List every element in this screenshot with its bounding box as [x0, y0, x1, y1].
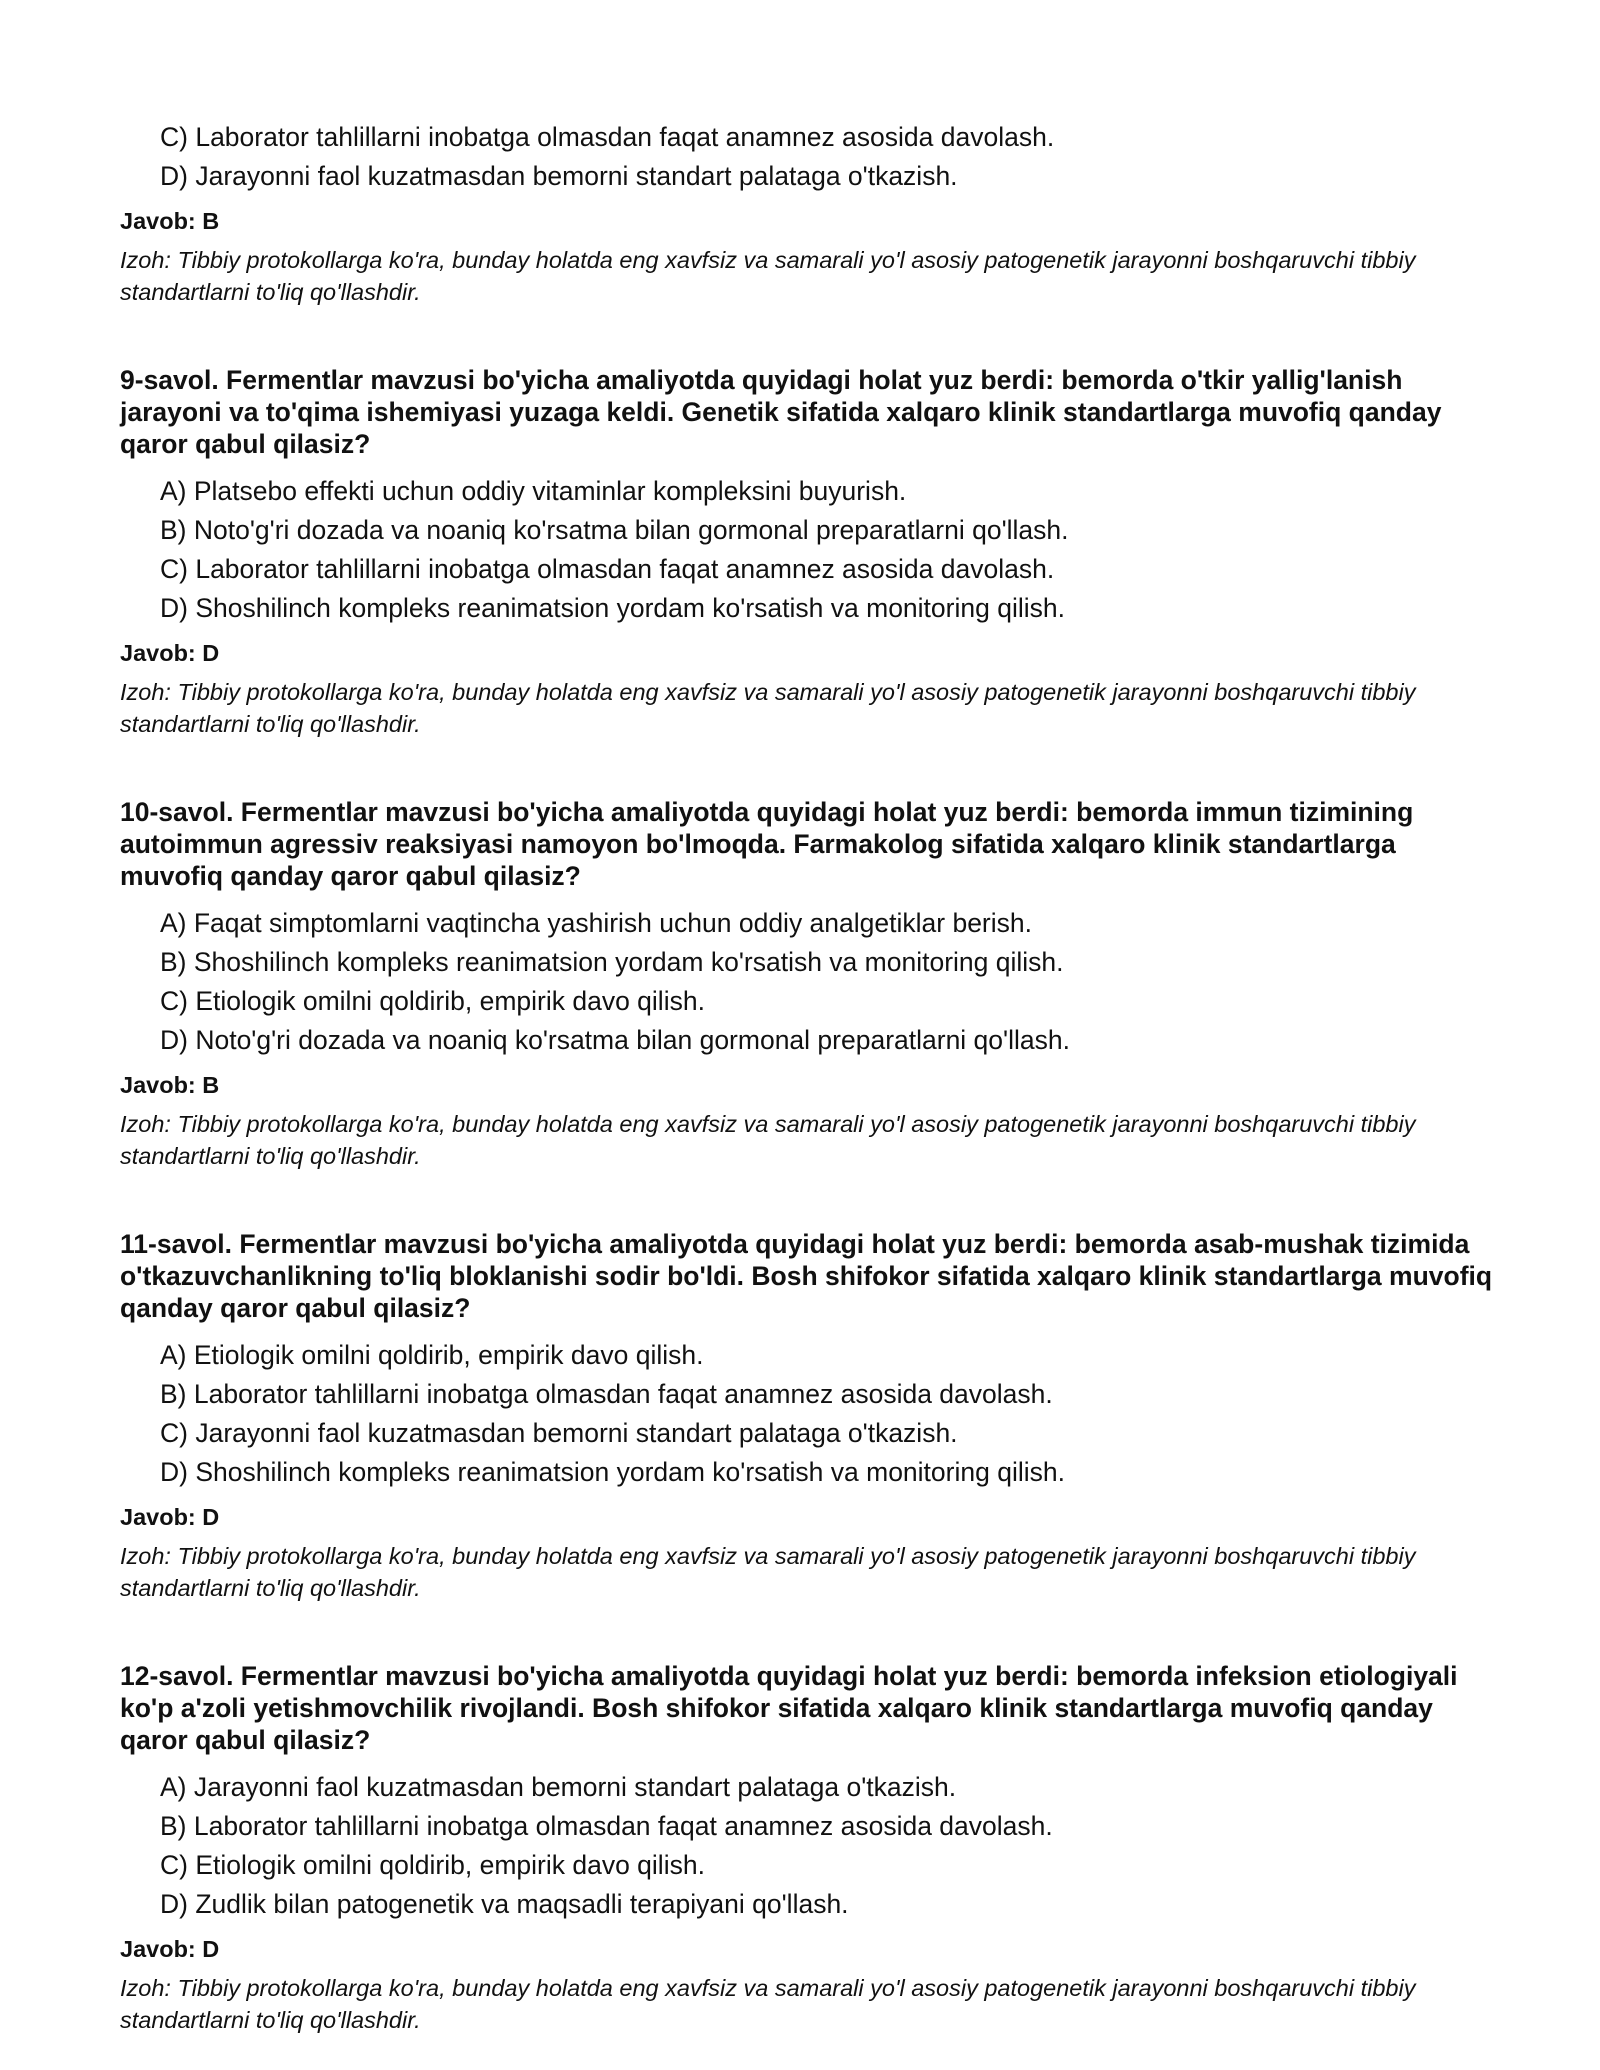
option-a: A) Etiologik omilni qoldirib, empirik davo qilish. [160, 1340, 704, 1370]
question-10 [120, 796, 1500, 1172]
explanation-note: Izoh: Tibbiy protokollarga ko'ra, bunday holatda eng xavfsiz va samarali yo'l asosiy patogenetik jarayonni boshqaruvchi tibbiy standartlarni to'liq qo'llashdir. [120, 679, 1416, 737]
option-c: C) Laborator tahlillarni inobatga olmasdan faqat anamnez asosida davolash. [160, 554, 1055, 584]
question-9 [120, 364, 1500, 740]
option-c: C) Laborator tahlillarni inobatga olmasdan faqat anamnez asosida davolash. [160, 122, 1055, 152]
option-list [120, 1336, 1500, 1492]
explanation-note: Izoh: Tibbiy protokollarga ko'ra, bunday holatda eng xavfsiz va samarali yo'l asosiy patogenetik jarayonni boshqaruvchi tibbiy standartlarni to'liq qo'llashdir. [120, 1111, 1416, 1169]
question-title: 10-savol. Fermentlar mavzusi bo'yicha amaliyotda quyidagi holat yuz berdi: bemorda immun tizimining autoimmun agressiv reaksiyasi namoyon bo'lmoqda. Farmakolog sifatida xalqaro klinik standartlarga muvofiq qanday qaror qabul qilasiz? [120, 797, 1414, 891]
option-list [120, 904, 1500, 1060]
option-list [120, 472, 1500, 628]
question-title: 11-savol. Fermentlar mavzusi bo'yicha amaliyotda quyidagi holat yuz berdi: bemorda asab-mushak tizimida o'tkazuvchanlikning to'liq bloklanishi sodir bo'ldi. Bosh shifokor sifatida xalqaro klinik standartlarga muvofiq qanday qaror qabul qilasiz? [120, 1229, 1493, 1323]
question-title: 12-savol. Fermentlar mavzusi bo'yicha amaliyotda quyidagi holat yuz berdi: bemorda infeksion etiologiyali ko'p a'zoli yetishmovchilik rivojlandi. Bosh shifokor sifatida xalqaro klinik standartlarga muvofiq qanday qaror qabul qilasiz? [120, 1661, 1458, 1755]
explanation-note: Izoh: Tibbiy protokollarga ko'ra, bunday holatda eng xavfsiz va samarali yo'l asosiy patogenetik jarayonni boshqaruvchi tibbiy standartlarni to'liq qo'llashdir. [120, 1543, 1416, 1601]
explanation-note: Izoh: Tibbiy protokollarga ko'ra, bunday holatda eng xavfsiz va samarali yo'l asosiy patogenetik jarayonni boshqaruvchi tibbiy standartlarni to'liq qo'llashdir. [120, 247, 1416, 305]
option-c: C) Etiologik omilni qoldirib, empirik davo qilish. [160, 986, 705, 1016]
answer-label: Javob: B [120, 208, 220, 234]
answer-label: Javob: D [120, 640, 220, 666]
option-b: B) Shoshilinch kompleks reanimatsion yordam ko'rsatish va monitoring qilish. [160, 947, 1064, 977]
option-b: B) Noto'g'ri dozada va noaniq ko'rsatma bilan gormonal preparatlarni qo'llash. [160, 515, 1069, 545]
answer-label: Javob: D [120, 1504, 220, 1530]
option-d: D) Shoshilinch kompleks reanimatsion yordam ko'rsatish va monitoring qilish. [160, 1457, 1065, 1487]
document-page [120, 118, 1500, 2036]
option-a: A) Jarayonni faol kuzatmasdan bemorni standart palataga o'tkazish. [160, 1772, 957, 1802]
option-list [120, 118, 1500, 196]
option-d: D) Jarayonni faol kuzatmasdan bemorni standart palataga o'tkazish. [160, 161, 958, 191]
explanation-note: Izoh: Tibbiy protokollarga ko'ra, bunday holatda eng xavfsiz va samarali yo'l asosiy patogenetik jarayonni boshqaruvchi tibbiy standartlarni to'liq qo'llashdir. [120, 1975, 1416, 2033]
option-a: A) Faqat simptomlarni vaqtincha yashirish uchun oddiy analgetiklar berish. [160, 908, 1032, 938]
option-d: D) Zudlik bilan patogenetik va maqsadli terapiyani qo'llash. [160, 1889, 849, 1919]
question-title: 9-savol. Fermentlar mavzusi bo'yicha amaliyotda quyidagi holat yuz berdi: bemorda o'tkir yallig'lanish jarayoni va to'qima ishemiyasi yuzaga keldi. Genetik sifatida xalqaro klinik standartlarga muvofiq qanday qaror qabul qilasiz? [120, 365, 1442, 459]
option-d: D) Shoshilinch kompleks reanimatsion yordam ko'rsatish va monitoring qilish. [160, 593, 1065, 623]
option-list [120, 1768, 1500, 1924]
option-c: C) Etiologik omilni qoldirib, empirik davo qilish. [160, 1850, 705, 1880]
option-b: B) Laborator tahlillarni inobatga olmasdan faqat anamnez asosida davolash. [160, 1811, 1053, 1841]
previous-question-continuation [120, 118, 1500, 308]
option-c: C) Jarayonni faol kuzatmasdan bemorni standart palataga o'tkazish. [160, 1418, 958, 1448]
option-a: A) Platsebo effekti uchun oddiy vitaminlar kompleksini buyurish. [160, 476, 907, 506]
question-12 [120, 1660, 1500, 2036]
answer-label: Javob: D [120, 1936, 220, 1962]
question-11 [120, 1228, 1500, 1604]
answer-label: Javob: B [120, 1072, 220, 1098]
option-d: D) Noto'g'ri dozada va noaniq ko'rsatma bilan gormonal preparatlarni qo'llash. [160, 1025, 1070, 1055]
option-b: B) Laborator tahlillarni inobatga olmasdan faqat anamnez asosida davolash. [160, 1379, 1053, 1409]
